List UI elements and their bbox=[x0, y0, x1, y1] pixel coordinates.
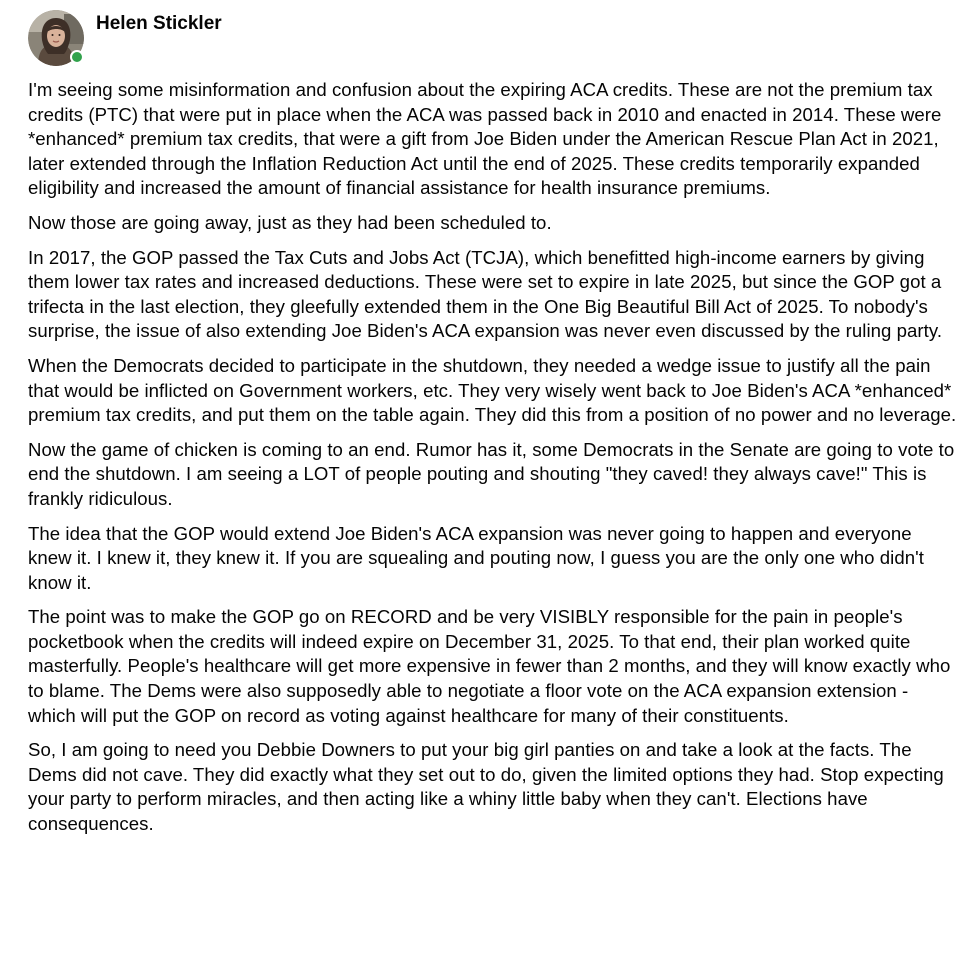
post-header bbox=[28, 10, 222, 70]
online-status-indicator bbox=[70, 50, 84, 64]
post-paragraph-4: When the Democrats decided to participate in the shutdown, they needed a wedge issue to justify all the pain that would be inflicted on Government workers, etc. They very wisely went back to Joe Biden's ACA *enhanced* premium tax credits, and put them on the table again. They did this from a position of no power and no leverage. bbox=[28, 354, 957, 426]
author-avatar[interactable] bbox=[28, 10, 84, 66]
author-name[interactable]: Helen Stickler bbox=[96, 13, 222, 34]
post-paragraph-3: In 2017, the GOP passed the Tax Cuts and Jobs Act (TCJA), which benefitted high-income earners by giving them lower tax rates and increased deductions. These were set to expire in late 2025, but since the GOP got a trifecta in the last election, they gleefully extended them in the One Big Beautiful Bill Act of 2025. To nobody's surprise, the issue of also extending Joe Biden's ACA expansion was never even discussed by the ruling party. bbox=[28, 246, 943, 342]
post-paragraph-1: I'm seeing some misinformation and confusion about the expiring ACA credits. These are not the premium tax credits (PTC) that were put in place when the ACA was passed back in 2010 and enacted in 2014. These were *enhanced* premium tax credits, that were a gift from Joe Biden under the American Rescue Plan Act in 2021, later extended through the Inflation Reduction Act until the end of 2025. These credits temporarily expanded eligibility and increased the amount of financial assistance for health insurance premiums. bbox=[28, 79, 942, 199]
post-paragraph-7: The point was to make the GOP go on RECORD and be very VISIBLY responsible for the pain in people's pocketbook when the credits will indeed expire on December 31, 2025. To that end, their plan worked quite masterfully. People's healthcare will get more expensive in fewer than 2 months, and they will know exactly who to blame. The Dems were also supposedly able to negotiate a floor vote on the ACA expansion extension - which will put the GOP on record as voting against healthcare for many of their constituents. bbox=[28, 606, 951, 726]
post-paragraph-2: Now those are going away, just as they had been scheduled to. bbox=[28, 211, 552, 233]
post-paragraph-5: Now the game of chicken is coming to an end. Rumor has it, some Democrats in the Senate are going to vote to end the shutdown. I am seeing a LOT of people pouting and shouting "they caved! they always cave!" This is frankly ridiculous. bbox=[28, 438, 955, 509]
post-paragraph-6: The idea that the GOP would extend Joe Biden's ACA expansion was never going to happen and everyone knew it. I knew it, they knew it. If you are squealing and pouting now, I guess you are the only one who didn't know it. bbox=[28, 522, 924, 593]
post-paragraph-8: So, I am going to need you Debbie Downers to put your big girl panties on and take a look at the facts. The Dems did not cave. They did exactly what they set out to do, given the limited options they had. Stop expecting your party to perform miracles, and then acting like a whiny little baby when they can't. Elections have consequences. bbox=[28, 739, 944, 835]
post-body bbox=[28, 78, 958, 847]
